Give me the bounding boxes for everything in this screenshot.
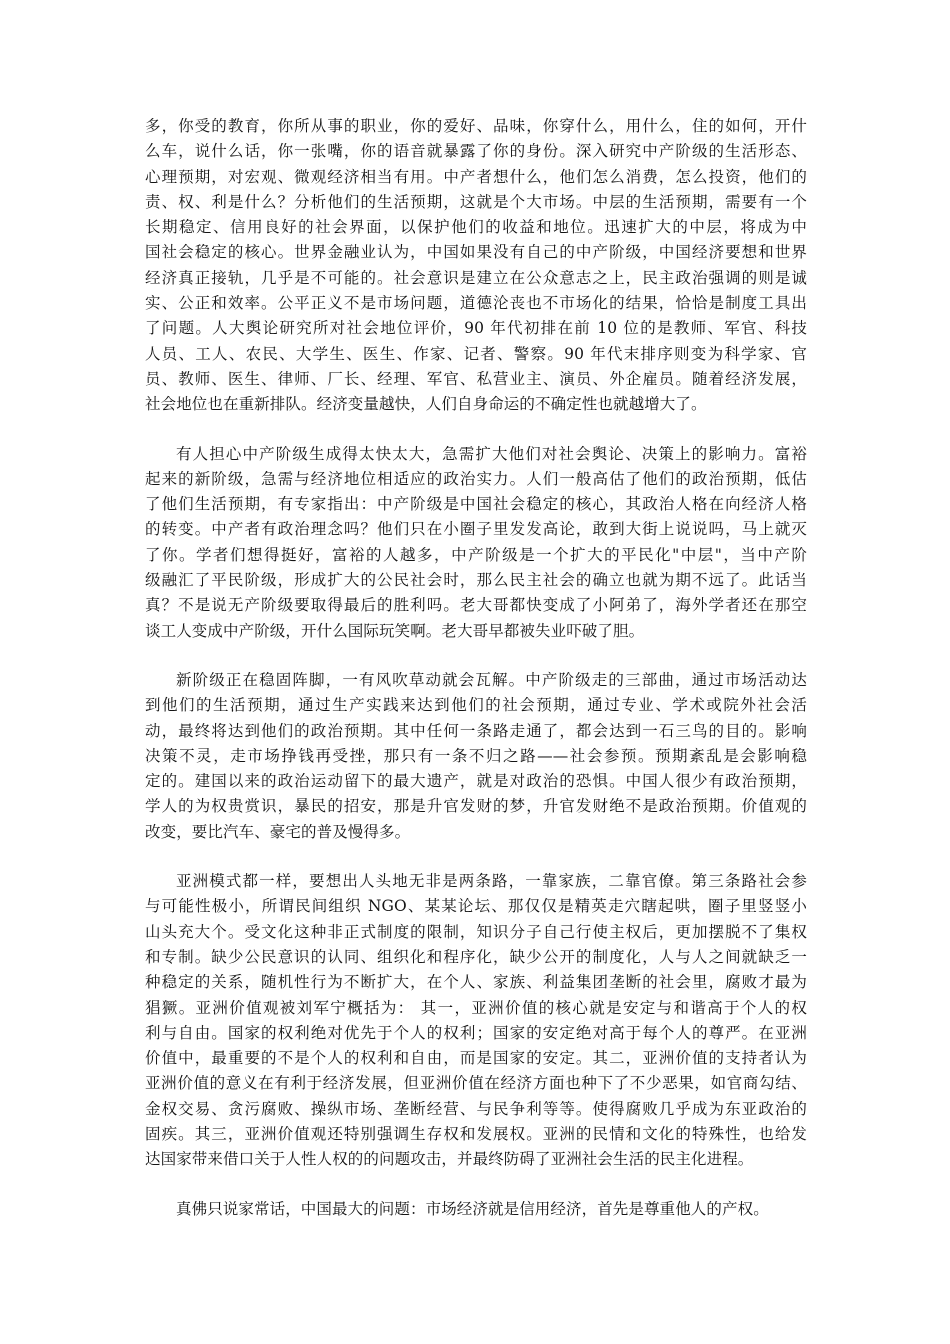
text-line: 利与自由。国家的权利绝对优先于个人的权利；国家的安定绝对高于每个人的尊严。在亚洲 xyxy=(145,1023,807,1042)
text-line: 亚洲价值的意义在有利于经济发展，但亚洲价值在经济方面也种下了不少恶果，如官商勾结、 xyxy=(145,1074,807,1093)
text-line: 到他们的生活预期，通过生产实践来达到他们的社会预期，通过专业、学术或院外社会活 xyxy=(145,696,807,715)
text-line: 达国家带来借口关于人性人权的的问题攻击，并最终防碍了亚洲社会生活的民主化进程。 xyxy=(145,1150,754,1169)
text-line: 真？不是说无产阶级要取得最后的胜利吗。老大哥都快变成了小阿弟了，海外学者还在那空 xyxy=(145,596,807,615)
text-line: 种稳定的关系，随机性行为不断扩大，在个人、家族、利益集团垄断的社会里，腐败才最为 xyxy=(145,973,807,992)
paragraph xyxy=(145,114,807,418)
text-line: 人员、工人、农民、大学生、医生、作家、记者、警察。90 年代末排序则变为科学家、官 xyxy=(145,344,807,363)
text-line: 动，最终将达到他们的政治预期。其中任何一条路走通了，都会达到一石三鸟的目的。影响 xyxy=(145,721,807,740)
text-line: 固疾。其三，亚洲价值观还特别强调生存权和发展权。亚洲的民情和文化的特殊性，也给发 xyxy=(145,1124,807,1143)
text-line: 国社会稳定的核心。世界金融业认为，中国如果没有自己的中产阶级，中国经济要想和世界 xyxy=(145,243,807,262)
text-line: 了他们生活预期，有专家指出：中产阶级是中国社会稳定的核心，其政治人格在向经济人格 xyxy=(145,495,807,514)
text-line: 和专制。缺少公民意识的认同、组织化和程序化，缺少公开的制度化，人与人之间就缺乏一 xyxy=(145,947,807,966)
text-line: 起来的新阶级，急需与经济地位相适应的政治实力。人们一般高估了他们的政治预期，低估 xyxy=(145,469,807,488)
text-line: 么车，说什么话，你一张嘴，你的语音就暴露了你的身份。深入研究中产阶级的生活形态、 xyxy=(145,142,807,161)
text-line: 员、教师、医生、律师、厂长、经理、军官、私营业主、演员、外企雇员。随着经济发展， xyxy=(145,369,807,388)
text-line: 责、权、利是什么？分析他们的生活预期，这就是个大市场。中层的生活预期，需要有一个 xyxy=(145,192,807,211)
text-line: 与可能性极小，所谓民间组织 NGO、某某论坛、那仅仅是精英走穴瞎起哄，圈子里竖竖小 xyxy=(145,897,807,916)
text-line: 谈工人变成中产阶级，开什么国际玩笑啊。老大哥早都被失业吓破了胆。 xyxy=(145,621,645,640)
text-line: 新阶级正在稳固阵脚，一有风吹草动就会瓦解。中产阶级走的三部曲，通过市场活动达 xyxy=(176,670,807,689)
text-line: 金权交易、贪污腐败、操纵市场、垄断经营、与民争利等等。使得腐败几乎成为东亚政治的 xyxy=(145,1099,807,1118)
text-line: 有人担心中产阶级生成得太快太大，急需扩大他们对社会舆论、决策上的影响力。富裕 xyxy=(176,444,807,463)
text-line: 改变，要比汽车、豪宅的普及慢得多。 xyxy=(145,822,411,841)
text-line: 定的。建国以来的政治运动留下的最大遗产，就是对政治的恐惧。中国人很少有政治预期， xyxy=(145,772,807,791)
text-line: 决策不灵，走市场挣钱再受挫，那只有一条不归之路——社会参预。预期紊乱是会影响稳 xyxy=(145,746,807,765)
text-line: 了问题。人大舆论研究所对社会地位评价，90 年代初排在前 10 位的是教师、军官、科技 xyxy=(145,319,807,338)
text-line: 实、公正和效率。公平正义不是市场问题，道德沦丧也不市场化的结果，恰恰是制度工具出 xyxy=(145,294,807,313)
text-line: 亚洲模式都一样，要想出人头地无非是两条路，一靠家族，二靠官僚。第三条路社会参 xyxy=(176,872,807,891)
text-line: 山头充大个。受文化这种非正式制度的限制，知识分子自己行使主权后，更加摆脱不了集权 xyxy=(145,922,807,941)
text-line: 价值中，最重要的不是个人的权利和自由，而是国家的安定。其二，亚洲价值的支持者认为 xyxy=(145,1049,807,1068)
text-line: 长期稳定、信用良好的社会界面，以保护他们的收益和地位。迅速扩大的中层，将成为中 xyxy=(145,218,807,237)
text-line: 猖獗。亚洲价值观被刘军宁概括为： 其一，亚洲价值的核心就是安定与和谐高于个人的权 xyxy=(145,998,807,1017)
text-line: 经济真正接轨，几乎是不可能的。社会意识是建立在公众意志之上，民主政治强调的则是诚 xyxy=(145,268,807,287)
text-line: 的转变。中产者有政治理念吗？他们只在小圈子里发发高论，敢到大街上说说吗，马上就灭 xyxy=(145,520,807,539)
text-line: 真佛只说家常话，中国最大的问题：市场经济就是信用经济，首先是尊重他人的产权。 xyxy=(176,1199,769,1218)
paragraph xyxy=(145,442,807,644)
paragraph xyxy=(145,668,807,845)
paragraph xyxy=(145,869,807,1173)
text-line: 学人的为权贵赏识，暴民的招安，那是升官发财的梦，升官发财绝不是政治预期。价值观的 xyxy=(145,797,807,816)
text-line: 心理预期，对宏观、微观经济相当有用。中产者想什么，他们怎么消费，怎么投资，他们的 xyxy=(145,167,807,186)
text-line: 社会地位也在重新排队。经济变量越快，人们自身命运的不确定性也就越增大了。 xyxy=(145,395,707,414)
document-page xyxy=(145,114,807,1246)
text-line: 级融汇了平民阶级，形成扩大的公民社会时，那么民主社会的确立也就为期不远了。此话当 xyxy=(145,571,807,590)
paragraph xyxy=(145,1197,807,1222)
text-line: 了你。学者们想得挺好，富裕的人越多，中产阶级是一个扩大的平民化"中层"，当中产阶 xyxy=(145,545,807,564)
text-line: 多，你受的教育，你所从事的职业，你的爱好、品味，你穿什么，用什么，住的如何，开什 xyxy=(145,117,807,135)
